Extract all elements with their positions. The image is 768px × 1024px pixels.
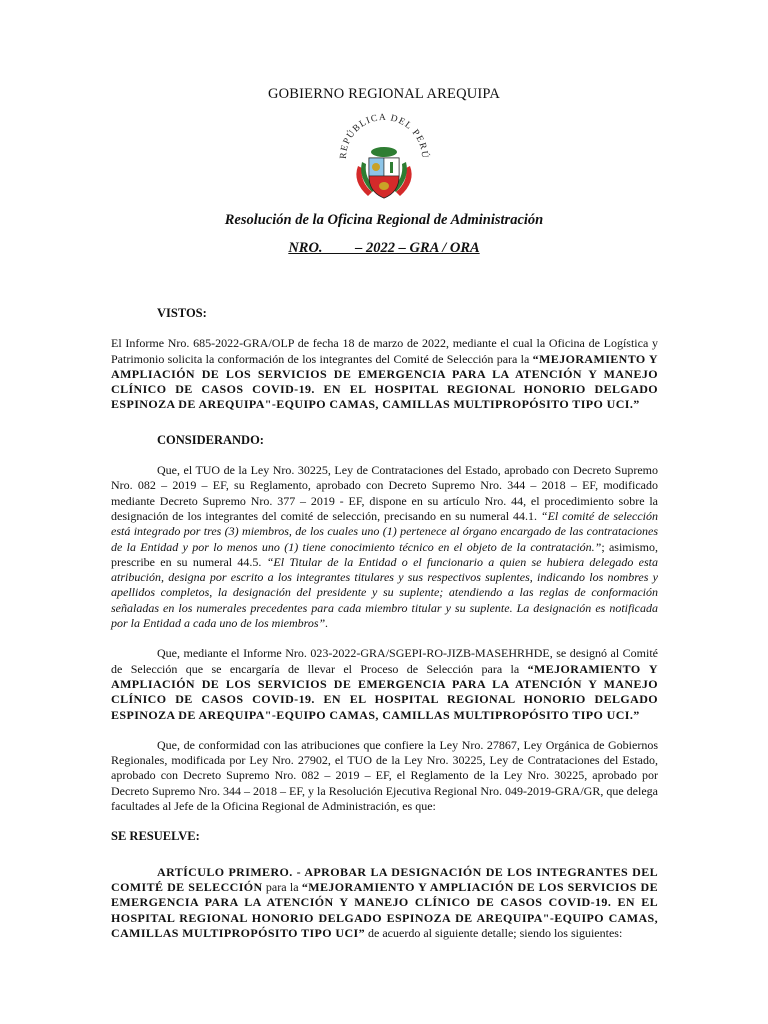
government-header: GOBIERNO REGIONAL AREQUIPA [267, 86, 501, 102]
se-resuelve-heading: SE RESUELVE: [111, 829, 200, 844]
resolution-number: NRO. – 2022 – GRA / ORA [288, 240, 480, 256]
considerando-heading: CONSIDERANDO: [157, 432, 264, 447]
considerando-paragraph-1: Que, el TUO de la Ley Nro. 30225, Ley de Contrataciones del Estado, aprobado con Decreto Supremo Nro. 082 – 2019 – EF, su Reglamento, aprobado con Decreto Supremo Nro. 344 – 2018 – EF, modificado mediante Decreto Supremo Nro. 377 – 2019 - EF, dispone en su artículo Nro. 44, el procedimiento sobre la designación de los integrantes del comité de selección, precisando en su numeral 44.1. “El comité de selección está integrado por tres (3) miembros, de los cuales uno (1) pertenece al órgano encargado de las contrataciones de la Entidad y por lo menos uno (1) tiene conocimiento técnico en el objeto de la contratación.”; asimismo, prescribe en su numeral 44.5. “El Titular de la Entidad o el funcionario a quien se hubiera delegado esta atribución, designa por escrito a los integrantes titulares y sus respectivos suplentes, indicando los nombres y apellidos completos, la designación del presidente y su suplente; atendiendo a las reglas de conformación señaladas en los numerales precedentes para cada miembro titular y su suplente. La designación es notificada por la Entidad a cada uno de los miembros”. [111, 463, 658, 631]
considerando-paragraph-3: Que, de conformidad con las atribuciones que confiere la Ley Nro. 27867, Ley Orgánica de Gobiernos Regionales, modificada por Ley Nro. 27902, el TUO de la Ley Nro. 30225, Ley de Contrataciones del Estado, aprobado con Decreto Supremo Nro. 082 – 2019 – EF, el Reglamento de la Ley Nro. 30225, aprobado por Decreto Supremo Nro. 344 – 2018 – EF, y la Resolución Ejecutiva Regional Nro. 049-2019-GRA/GR, que delega facultades al Jefe de la Oficina Regional de Administración, es que: [111, 737, 658, 814]
document-body [111, 306, 658, 941]
peru-coat-of-arms-icon [328, 112, 440, 204]
vistos-heading: VISTOS: [157, 306, 207, 320]
article-primero: ARTÍCULO PRIMERO. - APROBAR LA DESIGNACIÓN DE LOS INTEGRANTES DEL COMITÉ DE SELECCIÓN para la “MEJORAMIENTO Y AMPLIACIÓN DE LOS SERVICIOS DE EMERGENCIA PARA LA ATENCIÓN Y MANEJO CLÍNICO DE CASOS COVID-19. EN EL HOSPITAL REGIONAL HONORIO DELGADO ESPINOZA DE AREQUIPA"-EQUIPO CAMAS, CAMILLAS MULTIPROPÓSITO TIPO UCI” de acuerdo al siguiente detalle; siendo los siguientes: [111, 864, 658, 940]
considerando-paragraph-2: Que, mediante el Informe Nro. 023-2022-GRA/SGEPI-RO-JIZB-MASEHRHDE, se designó al Comité de Selección que se encargaría de llevar el Proceso de Selección para la “MEJORAMIENTO Y AMPLIACIÓN DE LOS SERVICIOS DE EMERGENCIA PARA LA ATENCIÓN Y MANEJO CLÍNICO DE CASOS COVID-19. EN EL HOSPITAL REGIONAL HONORIO DELGADO ESPINOZA DE AREQUIPA"-EQUIPO CAMAS, CAMILLAS MULTIPROPÓSITO TIPO UCI.” [111, 646, 658, 722]
resolution-title: Resolución de la Oficina Regional de Administración [224, 212, 544, 228]
vistos-paragraph: El Informe Nro. 685-2022-GRA/OLP de fecha 18 de marzo de 2022, mediante el cual la Oficina de Logística y Patrimonio solicita la conformación de los integrantes del Comité de Selección para la “MEJORAMIENTO Y AMPLIACIÓN DE LOS SERVICIOS DE EMERGENCIA PARA LA ATENCIÓN Y MANEJO CLÍNICO DE CASOS COVID-19. EN EL HOSPITAL REGIONAL HONORIO DELGADO ESPINOZA DE AREQUIPA"-EQUIPO CAMAS, CAMILLAS MULTIPROPÓSITO TIPO UCI.” [111, 336, 658, 412]
crest-legend: REPÚBLICA DEL PERÚ [338, 112, 430, 160]
